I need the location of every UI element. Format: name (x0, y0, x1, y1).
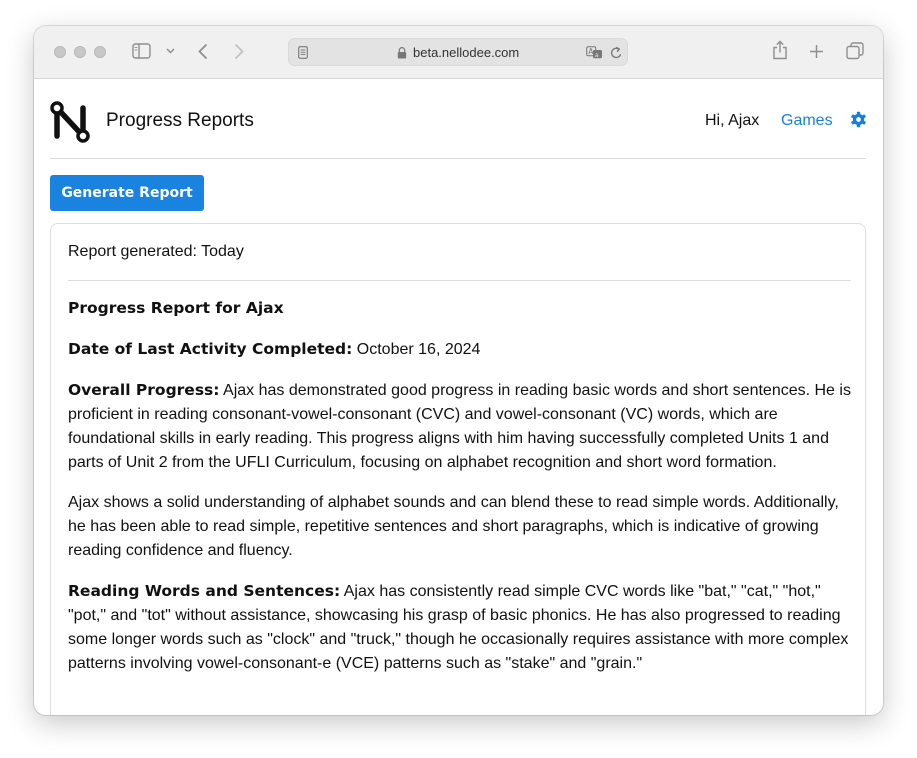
report-card (50, 223, 866, 715)
lock-icon (397, 47, 407, 59)
sidebar-icon[interactable] (132, 43, 151, 59)
reading-words-text: Ajax has consistently read simple CVC words like "bat," "cat," "hot," "pot," and "tot" without assistance, showcasing his grasp of basic phonics. He has also progressed to reading some longer words such as "clock" and "truck," though he occasionally requires assistance with more complex patterns involving vowel-consonant-e (VCE) patterns such as "stake" and "grain." (68, 583, 849, 672)
generate-report-button[interactable]: Generate Report (50, 175, 204, 211)
close-window-button[interactable] (54, 46, 66, 58)
report-generated-label: Report generated: Today (68, 243, 244, 260)
alphabet-sounds-paragraph: Ajax shows a solid understanding of alphabet sounds and can blend these to read simple words. Additionally, he has been able to read simple, repetitive sentences and short paragraphs, which is indicative of growing reading confidence and fluency. (68, 494, 839, 559)
gear-icon[interactable] (850, 111, 867, 128)
url-text: beta.nellodee.com (413, 45, 520, 60)
svg-text:a: a (594, 51, 599, 59)
report-divider (68, 280, 851, 281)
plus-icon[interactable] (809, 44, 824, 59)
overall-progress-text: Ajax has demonstrated good progress in reading basic words and short sentences. He is proficient in reading consonant-vowel-consonant (CVC) and vowel-consonant (VC) words, which are foundational skills in early reading. This progress aligns with him having successfully completed Units 1 and parts of Unit 2 from the UFLI Curriculum, focusing on alphabet recognition and short word formation. (68, 382, 851, 471)
tabs-icon[interactable] (846, 42, 864, 60)
date-label: Date of Last Activity Completed: (68, 340, 353, 358)
browser-toolbar (34, 26, 883, 79)
date-value: October 16, 2024 (352, 341, 481, 358)
share-icon[interactable] (772, 40, 788, 60)
nellodee-logo-icon[interactable] (50, 101, 90, 143)
report-heading: Progress Report for Ajax (68, 299, 284, 317)
reading-words-label: Reading Words and Sentences: (68, 582, 341, 600)
header-divider (50, 158, 866, 159)
user-greeting: Hi, Ajax (705, 112, 760, 129)
chevron-down-icon[interactable] (166, 48, 175, 54)
browser-window (34, 26, 883, 715)
overall-progress-label: Overall Progress: (68, 381, 220, 399)
zoom-window-button[interactable] (94, 46, 106, 58)
forward-icon[interactable] (234, 43, 244, 60)
page-icon (298, 46, 308, 59)
translate-icon[interactable] (586, 46, 603, 59)
page-content (34, 79, 883, 715)
svg-text:A: A (588, 47, 594, 56)
address-bar[interactable] (288, 38, 628, 66)
back-icon[interactable] (198, 43, 208, 60)
page-title: Progress Reports (106, 110, 254, 131)
reload-icon[interactable] (610, 46, 623, 60)
minimize-window-button[interactable] (74, 46, 86, 58)
report-body (68, 296, 858, 692)
games-link[interactable]: Games (781, 112, 833, 129)
